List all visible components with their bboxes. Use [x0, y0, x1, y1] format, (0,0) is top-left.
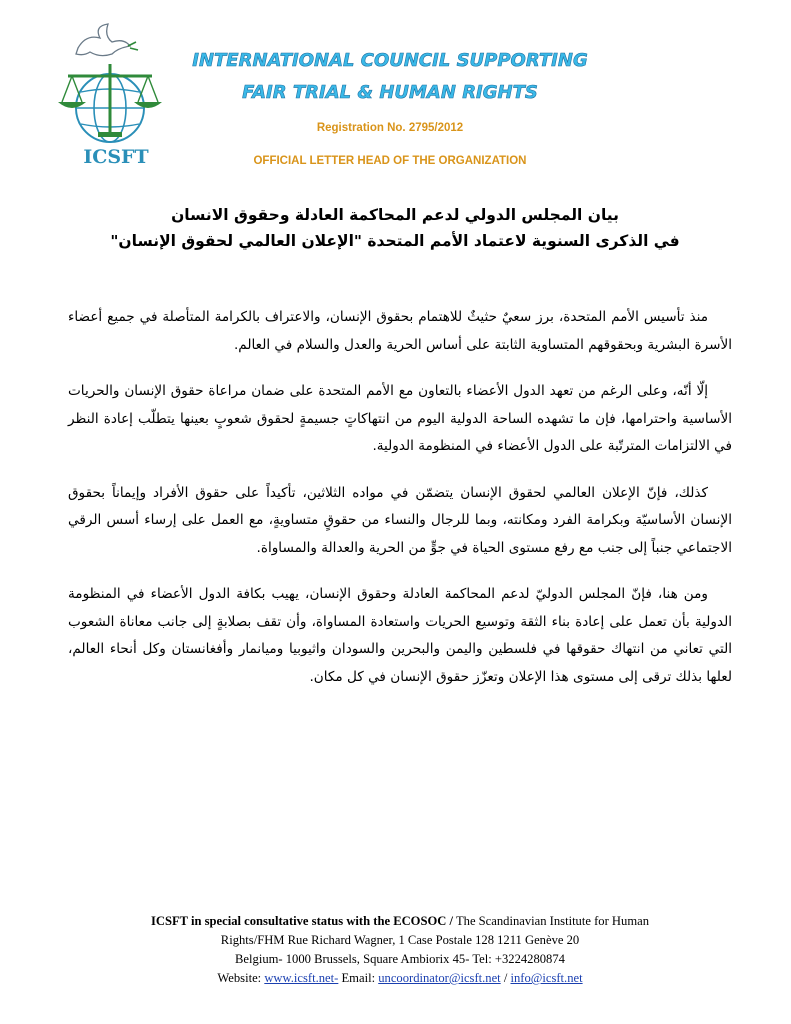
- org-name-line-2: FAIR TRIAL & HUMAN RIGHTS: [242, 82, 538, 103]
- letterhead-caption: OFFICIAL LETTER HEAD OF THE ORGANIZATION: [253, 155, 527, 167]
- org-name-line-1: INTERNATIONAL COUNCIL SUPPORTING: [192, 50, 588, 71]
- organization-logo: [50, 20, 170, 170]
- email-label: Email:: [338, 971, 379, 985]
- consultative-status: ICSFT in special consultative status with the ECOSOC /: [150, 914, 454, 928]
- website-link[interactable]: www.icsft.net-: [264, 971, 339, 985]
- paragraph-3: كذلك، فإنّ الإعلان العالمي لحقوق الإنسان يتضمّن في مواده الثلاثين، تأكيداً على حقوق الأفراد وإيماناً بحقوق الإنسان الأساسيّة وبكرامة الفرد ومكانته، وبما للرجال والنساء من حقوقٍ متساويةٍ، مع العمل على إرساء أسس الرقي الاجتماعي جنباً إلى جنب مع رفع مستوى الحياة في جوٍّ من الحرية والعدالة والمساواة.: [68, 484, 732, 556]
- paragraph-2: إلّا أنّه، وعلى الرغم من تعهد الدول الأعضاء بالتعاون مع الأمم المتحدة على ضمان مراعاة حقوق الإنسان والحريات الأساسية واحترامها، فإن ما تشهده الساحة الدولية اليوم من انتهاكاتٍ جسيمةٍ لحقوق شعوبٍ بعينها يتطلّب إعادة النظر في الالتزامات المترتّبة على الدول الأعضاء في المنظومة الدولية.: [68, 383, 732, 454]
- website-label: Website:: [217, 971, 265, 985]
- footer-line-4: [80, 969, 720, 988]
- footer-line-3: Belgium- 1000 Brussels, Square Ambiorix 45- Tel: +3224280874: [235, 952, 565, 966]
- statement-body: [68, 304, 732, 710]
- statement-title-line-1: بيان المجلس الدولي لدعم المحاكمة العادلة وحقوق الانسان: [171, 206, 619, 224]
- paragraph-1: منذ تأسيس الأمم المتحدة، برز سعيٌ حثيثٌ للاهتمام بحقوق الإنسان، والاعتراف بالكرامة المتأصلة في جميع أعضاء الأسرة البشرية وبحقوقهم المتساوية الثابتة على أساس الحرية والعدل والسلام في العالم.: [68, 309, 732, 353]
- footer-line-1: [80, 912, 720, 931]
- email-separator: /: [500, 971, 511, 985]
- email-link-coordinator[interactable]: uncoordinator@icsft.net: [378, 971, 501, 985]
- statement-title-line-2: في الذكرى السنوية لاعتماد الأمم المتحدة "الإعلان العالمي لحقوق الإنسان": [110, 232, 680, 250]
- logo-wordmark: ICSFT: [83, 146, 149, 168]
- dove-scales-globe-icon: [50, 20, 170, 150]
- registration-number: Registration No. 2795/2012: [316, 122, 464, 134]
- footer-line-2: Rights/FHM Rue Richard Wagner, 1 Case Postale 128 1211 Genève 20: [220, 933, 580, 947]
- paragraph-4: ومن هنا، فإنّ المجلس الدوليّ لدعم المحاكمة العادلة وحقوق الإنسان، يهيب بكافة الدول الأعضاء في المنظومة الدولية بأن تعمل على إعادة بناء الثقة وتوسيع الحريات واستعادة المساواة، وأن تقف بصلابةٍ إلى جانب معاناة الشعوب التي تعاني من انتهاك حقوقها في فلسطين واليمن والبحرين والسودان واثيوبيا وميانمار وأفغانستان وكل أنحاء العالم، لعلها بذلك ترقى إلى مستوى هذا الإعلان وتعزّز حقوق الإنسان في كل مكان.: [68, 586, 732, 685]
- institute-name: The Scandinavian Institute for Human: [453, 914, 650, 928]
- email-link-info[interactable]: info@icsft.net: [510, 971, 583, 985]
- letter-footer: [80, 912, 720, 988]
